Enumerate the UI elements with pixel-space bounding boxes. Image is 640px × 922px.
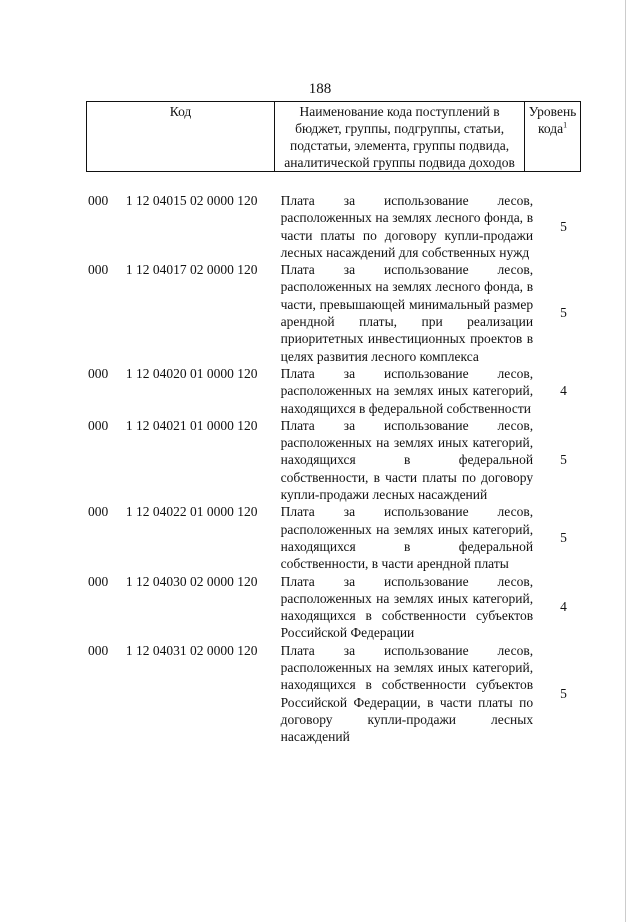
page-number: 188 <box>308 81 332 97</box>
row-admin-code: 000 <box>88 262 109 278</box>
row-income-code: 1 12 04031 02 0000 120 <box>125 642 258 658</box>
row-level: 5 <box>560 530 567 546</box>
row-income-name: Плата за использование лесов, расположенных на землях лесного фонда, в части, превышающей минимальный размер арендной платы, при реализации приоритетных инвестиционных проектов в целях развития лесного комплекса <box>280 262 534 364</box>
row-level: 5 <box>560 685 567 701</box>
row-income-name: Плата за использование лесов, расположенных на землях иных категорий, находящихся в федеральной собственности, в части платы по договору купли-продажи лесных насаждений <box>280 417 534 503</box>
row-admin-code: 000 <box>88 573 109 589</box>
row-income-name: Плата за использование лесов, расположенных на землях иных категорий, находящихся в федеральной собственности, в части арендной платы <box>280 504 534 572</box>
row-income-code: 1 12 04022 01 0000 120 <box>125 504 258 520</box>
row-income-name: Плата за использование лесов, расположенных на землях иных категорий, находящихся в собственности субъектов Российской Федерации <box>280 573 534 641</box>
row-income-name: Плата за использование лесов, расположенных на землях лесного фонда, в части платы по договору купли-продажи лесных насаждений для собственных нужд <box>280 193 534 260</box>
row-level: 4 <box>560 383 567 399</box>
table-row <box>86 573 586 642</box>
header-level <box>525 102 581 172</box>
header-level-label: Уровень кода <box>528 104 577 136</box>
row-admin-code: 000 <box>88 193 109 208</box>
table-row <box>86 261 586 365</box>
row-level: 5 <box>560 452 567 468</box>
footnote-marker: 1 <box>563 120 568 130</box>
header-name: Наименование кода поступлений в бюджет, группы, подгруппы, статьи, подстатьи, элемента, группы подвида, аналитической группы подвида доходов <box>275 102 525 172</box>
row-level: 4 <box>560 599 567 615</box>
row-income-name: Плата за использование лесов, расположенных на землях иных категорий, находящихся в федеральной собственности <box>280 365 534 416</box>
row-level: 5 <box>560 305 567 321</box>
table-body <box>86 192 586 746</box>
row-income-code: 1 12 04020 01 0000 120 <box>125 365 258 381</box>
table-row <box>86 417 586 503</box>
row-admin-code: 000 <box>88 417 109 433</box>
header-row <box>87 102 581 172</box>
table-header <box>86 101 581 172</box>
scan-edge-line <box>625 0 626 922</box>
row-admin-code: 000 <box>88 642 109 658</box>
table-row <box>86 503 586 572</box>
row-admin-code: 000 <box>88 365 109 381</box>
row-income-code: 1 12 04015 02 0000 120 <box>125 193 258 208</box>
table-row <box>86 365 586 417</box>
row-income-name: Плата за использование лесов, расположенных на землях иных категорий, находящихся в собственности субъектов Российской Федерации, в части платы по договору купли-продажи лесных насаждений <box>280 642 534 745</box>
row-admin-code: 000 <box>88 504 109 520</box>
row-income-code: 1 12 04017 02 0000 120 <box>125 262 258 278</box>
row-income-code: 1 12 04030 02 0000 120 <box>125 573 258 589</box>
row-level: 5 <box>560 218 567 234</box>
row-income-code: 1 12 04021 01 0000 120 <box>125 417 258 433</box>
table-row <box>86 642 586 746</box>
header-code: Код <box>87 102 275 172</box>
table-row <box>86 192 586 261</box>
